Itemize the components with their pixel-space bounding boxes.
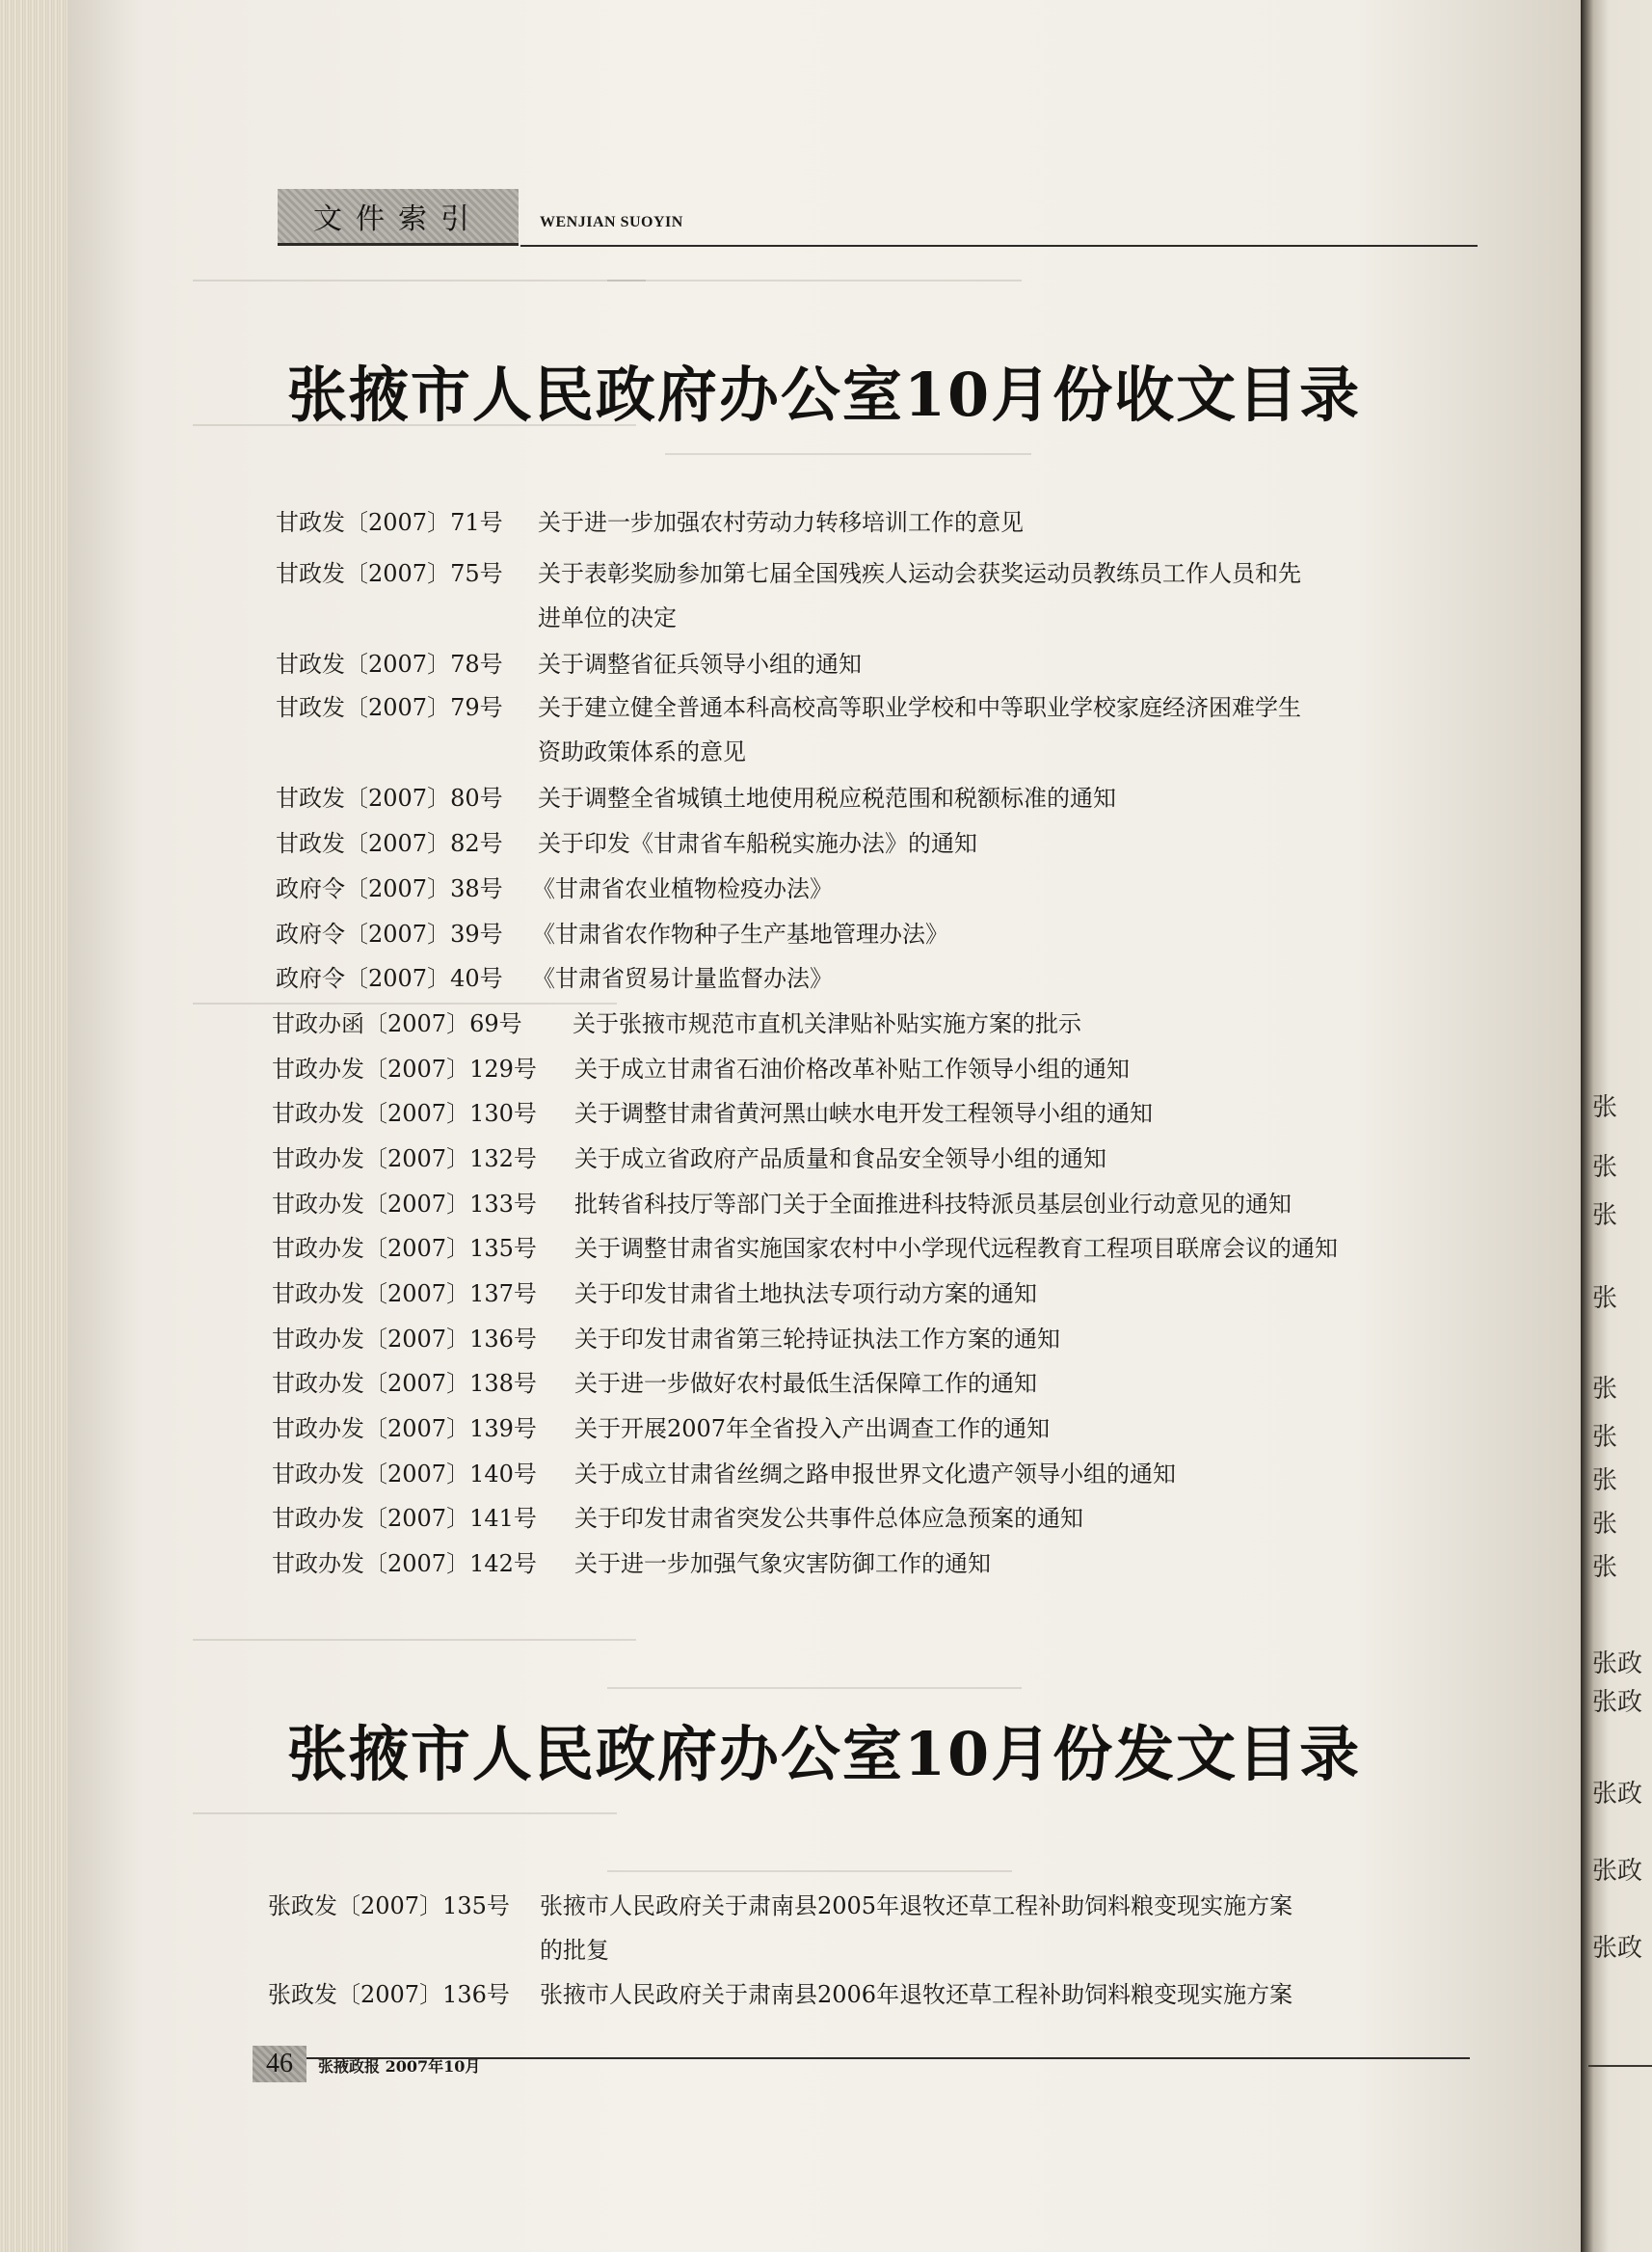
document-title: 关于印发《甘肃省车船税实施办法》的通知 <box>538 830 977 857</box>
document-page <box>67 0 1581 2252</box>
adjacent-page-fragment: 张 <box>1592 1466 1618 1495</box>
document-title: 《甘肃省农作物种子生产基地管理办法》 <box>532 921 948 948</box>
document-code: 甘政办发〔2007〕138号 <box>272 1370 537 1397</box>
document-code: 甘政发〔2007〕78号 <box>276 651 503 678</box>
section-tag <box>278 189 519 246</box>
document-code: 甘政办发〔2007〕133号 <box>272 1191 537 1218</box>
adjacent-page-fragment: 张 <box>1592 1553 1618 1582</box>
section-tag-subtitle: WENJIAN SUOYIN <box>540 214 683 230</box>
document-code: 张政发〔2007〕135号 <box>268 1892 510 1919</box>
document-title: 关于成立甘肃省丝绸之路申报世界文化遗产领导小组的通知 <box>574 1461 1176 1488</box>
document-title: 关于印发甘肃省土地执法专项行动方案的通知 <box>574 1280 1037 1307</box>
adjacent-page-fragment: 张 <box>1592 1284 1618 1313</box>
adjacent-page-rule <box>1588 2065 1652 2067</box>
document-title: 《甘肃省贸易计量监督办法》 <box>532 965 833 992</box>
adjacent-page-fragment: 张 <box>1592 1510 1618 1539</box>
document-code: 甘政办发〔2007〕129号 <box>272 1056 537 1083</box>
document-title-continued: 资助政策体系的意见 <box>538 738 746 765</box>
document-code: 甘政发〔2007〕80号 <box>276 785 503 812</box>
document-code: 甘政办发〔2007〕142号 <box>272 1550 537 1577</box>
document-title: 关于进一步加强农村劳动力转移培训工作的意见 <box>538 509 1024 536</box>
header-rule <box>520 245 1478 247</box>
issued-title: 张掖市人民政府办公室10月份发文目录 <box>286 1719 1362 1789</box>
adjacent-page-fragment: 张 <box>1592 1201 1618 1230</box>
document-title: 关于调整全省城镇土地使用税应税范围和税额标准的通知 <box>538 785 1116 812</box>
document-title: 关于张掖市规范市直机关津贴补贴实施方案的批示 <box>573 1010 1081 1037</box>
adjacent-page-fragment: 张 <box>1592 1153 1618 1182</box>
document-title-continued: 进单位的决定 <box>538 604 677 631</box>
adjacent-page-fragment: 张 <box>1592 1093 1618 1122</box>
document-code: 甘政办发〔2007〕141号 <box>272 1505 537 1532</box>
document-code: 甘政办发〔2007〕136号 <box>272 1326 537 1353</box>
document-title: 关于调整甘肃省黄河黑山峡水电开发工程领导小组的通知 <box>574 1100 1153 1127</box>
document-title-continued: 的批复 <box>540 1937 609 1964</box>
document-code: 政府令〔2007〕40号 <box>276 965 503 992</box>
document-code: 甘政办发〔2007〕132号 <box>272 1145 537 1172</box>
document-title: 关于印发甘肃省突发公共事件总体应急预案的通知 <box>574 1505 1083 1532</box>
adjacent-page-fragment: 张政 <box>1592 1688 1643 1717</box>
adjacent-page-strip <box>1581 0 1652 2252</box>
page-edge-stack <box>0 0 78 2252</box>
received-title: 张掖市人民政府办公室10月份收文目录 <box>286 360 1362 430</box>
document-code: 甘政发〔2007〕75号 <box>276 560 503 587</box>
section-tag-label: 文件索引 <box>313 202 483 236</box>
document-title: 关于进一步加强气象灾害防御工作的通知 <box>574 1550 991 1577</box>
document-code: 甘政办函〔2007〕69号 <box>272 1010 522 1037</box>
document-code: 甘政办发〔2007〕140号 <box>272 1461 537 1488</box>
document-code: 甘政办发〔2007〕139号 <box>272 1415 537 1442</box>
document-title: 关于表彰奖励参加第七届全国残疾人运动会获奖运动员教练员工作人员和先 <box>538 560 1301 587</box>
document-title: 批转省科技厅等部门关于全面推进科技特派员基层创业行动意见的通知 <box>574 1191 1292 1218</box>
document-code: 政府令〔2007〕39号 <box>276 921 503 948</box>
document-code: 甘政办发〔2007〕137号 <box>272 1280 537 1307</box>
adjacent-page-fragment: 张政 <box>1592 1934 1643 1963</box>
adjacent-page-fragment: 张政 <box>1592 1780 1643 1809</box>
document-code: 政府令〔2007〕38号 <box>276 875 503 902</box>
adjacent-page-fragment: 张 <box>1592 1423 1618 1452</box>
adjacent-page-fragment: 张政 <box>1592 1857 1643 1886</box>
footer-publication: 张掖政报 2007年10月 <box>318 2057 481 2076</box>
document-code: 甘政发〔2007〕82号 <box>276 830 503 857</box>
document-title: 关于建立健全普通本科高校高等职业学校和中等职业学校家庭经济困难学生 <box>538 694 1301 721</box>
adjacent-page-fragment: 张 <box>1592 1375 1618 1404</box>
adjacent-page-fragment: 张政 <box>1592 1649 1643 1678</box>
document-title: 张掖市人民政府关于肃南县2006年退牧还草工程补助饲料粮变现实施方案 <box>540 1981 1293 2008</box>
document-title: 《甘肃省农业植物检疫办法》 <box>532 875 833 902</box>
document-code: 甘政办发〔2007〕130号 <box>272 1100 537 1127</box>
document-title: 关于印发甘肃省第三轮持证执法工作方案的通知 <box>574 1326 1060 1353</box>
document-code: 甘政发〔2007〕79号 <box>276 694 503 721</box>
document-title: 关于进一步做好农村最低生活保障工作的通知 <box>574 1370 1037 1397</box>
document-code: 甘政办发〔2007〕135号 <box>272 1235 537 1262</box>
page-number: 46 <box>253 2046 306 2082</box>
document-title: 关于调整甘肃省实施国家农村中小学现代远程教育工程项目联席会议的通知 <box>574 1235 1338 1262</box>
document-title: 关于成立甘肃省石油价格改革补贴工作领导小组的通知 <box>574 1056 1130 1083</box>
document-code: 张政发〔2007〕136号 <box>268 1981 510 2008</box>
document-title: 关于调整省征兵领导小组的通知 <box>538 651 862 678</box>
document-title: 关于开展2007年全省投入产出调查工作的通知 <box>574 1415 1051 1442</box>
document-title: 关于成立省政府产品质量和食品安全领导小组的通知 <box>574 1145 1106 1172</box>
document-title: 张掖市人民政府关于肃南县2005年退牧还草工程补助饲料粮变现实施方案 <box>540 1892 1293 1919</box>
document-code: 甘政发〔2007〕71号 <box>276 509 503 536</box>
